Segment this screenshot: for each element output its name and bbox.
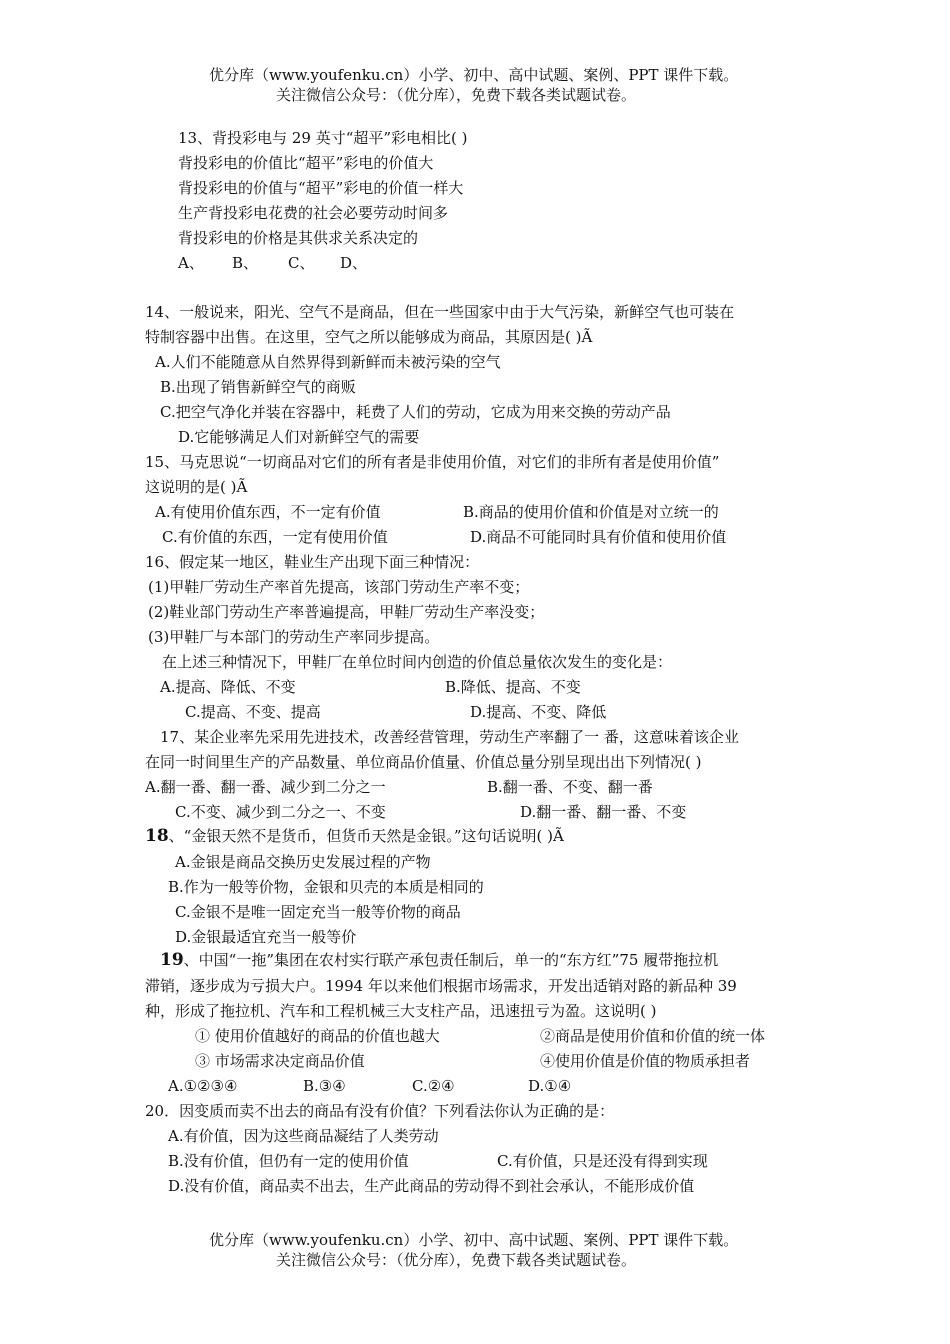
q20-stem: 20．因变质而卖不出去的商品有没有价值？下列看法你认为正确的是：: [145, 1102, 615, 1120]
q16-situation-1: (1)甲鞋厂劳动生产率首先提高，该部门劳动生产率不变；: [148, 578, 530, 596]
q19-option-d: D.①④: [528, 1077, 572, 1095]
header-line-2: 关注微信公众号：（优分库），免费下载各类试题试卷。: [276, 86, 637, 104]
q16-stem: 16、假定某一地区，鞋业生产出现下面三种情况：: [145, 553, 480, 571]
q20-option-d: D.没有价值，商品卖不出去，生产此商品的劳动得不到社会承认，不能形成价值: [168, 1177, 695, 1195]
q15-option-d: D.商品不可能同时具有价值和使用价值: [470, 528, 727, 546]
q16-situation-2: (2)鞋业部门劳动生产率普遍提高，甲鞋厂劳动生产率没变；: [148, 603, 545, 621]
q17-stem-1: 17、某企业率先采用先进技术，改善经营管理，劳动生产率翻了一 番，这意味着该企业: [160, 728, 739, 746]
q18-option-a: A.金银是商品交换历史发展过程的产物: [175, 853, 431, 871]
q18-stem-text: 、“金银天然不是货币，但货币天然是金银。”这句话说明( )Ã: [168, 827, 564, 845]
q13-item-4: 背投彩电的价格是其供求关系决定的: [178, 229, 419, 247]
q16-option-b: B.降低、提高、不变: [445, 678, 581, 696]
q13-choice-a: A、: [178, 254, 204, 272]
q15-option-b: B.商品的使用价值和价值是对立统一的: [463, 503, 719, 521]
q13-choice-b: B、: [232, 254, 259, 272]
q13-item-1: 背投彩电的价值比“超平”彩电的价值大: [178, 154, 434, 172]
q19-statement-1: ① 使用价值越好的商品的价值也越大: [195, 1027, 440, 1045]
q20-option-a: A.有价值，因为这些商品凝结了人类劳动: [168, 1127, 439, 1145]
q17-option-d: D.翻一番、翻一番、不变: [520, 803, 687, 821]
q16-situation-3: (3)甲鞋厂与本部门的劳动生产率同步提高。: [148, 628, 440, 646]
q19-stem-3: 种，形成了拖拉机、汽车和工程机械三大支柱产品，迅速扭亏为盈。这说明( ): [145, 1002, 657, 1020]
q18-stem: [145, 826, 564, 846]
q18-option-c: C.金银不是唯一固定充当一般等价物的商品: [175, 903, 461, 921]
q17-option-b: B.翻一番、不变、翻一番: [487, 778, 653, 796]
q13-choice-d: D、: [340, 254, 368, 272]
q13-stem: 13、背投彩电与 29 英寸“超平”彩电相比( ): [178, 129, 468, 147]
q17-stem-2: 在同一时间里生产的产品数量、单位商品价值量、价值总量分别呈现出出下列情况( ): [145, 753, 702, 771]
q18-number: 18: [145, 826, 169, 846]
q17-option-a: A.翻一番、翻一番、减少到二分之一: [145, 778, 386, 796]
q13-item-2: 背投彩电的价值与“超平”彩电的价值一样大: [178, 179, 464, 197]
q19-stem-2: 滞销，逐步成为亏损大户。1994 年以来他们根据市场需求，开发出适销对路的新品种 39: [145, 977, 737, 995]
q19-statement-2: ②商品是使用价值和价值的统一体: [540, 1027, 766, 1045]
q18-option-d: D.金银最适宜充当一般等价: [175, 928, 357, 946]
q14-option-a: A.人们不能随意从自然界得到新鲜而未被污染的空气: [155, 353, 501, 371]
q15-option-c: C.有价值的东西，一定有使用价值: [162, 528, 388, 546]
q16-question: 在上述三种情况下，甲鞋厂在单位时间内创造的价值总量依次发生的变化是：: [162, 653, 673, 671]
q19-option-a: A.①②③④: [168, 1077, 238, 1095]
q15-stem-2: 这说明的是( )Ã: [145, 478, 248, 496]
q19-statement-4: ④使用价值是价值的物质承担者: [540, 1052, 751, 1070]
q15-option-a: A.有使用价值东西，不一定有价值: [155, 503, 381, 521]
q14-stem-1: 14、一般说来，阳光、空气不是商品，但在一些国家中由于大气污染，新鲜空气也可装在: [145, 303, 735, 321]
q19-statement-3: ③ 市场需求决定商品价值: [195, 1052, 365, 1070]
q17-option-c: C.不变、减少到二分之一、不变: [175, 803, 386, 821]
q16-option-c: C.提高、不变、提高: [185, 703, 321, 721]
q20-option-c: C.有价值，只是还没有得到实现: [497, 1152, 708, 1170]
q13-choice-c: C、: [288, 254, 315, 272]
header-line-1: 优分库（www.youfenku.cn）小学、初中、高中试题、案例、PPT 课件下载。: [209, 66, 739, 84]
q20-option-b: B.没有价值，但仍有一定的使用价值: [168, 1152, 409, 1170]
q19-number: 19: [160, 950, 184, 970]
q14-option-c: C.把空气净化并装在容器中，耗费了人们的劳动，它成为用来交换的劳动产品: [160, 403, 671, 421]
q14-option-d: D.它能够满足人们对新鲜空气的需要: [178, 428, 420, 446]
footer-line-1: 优分库（www.youfenku.cn）小学、初中、高中试题、案例、PPT 课件下载。: [209, 1231, 739, 1249]
q19-option-b: B.③④: [303, 1077, 346, 1095]
q16-option-a: A.提高、降低、不变: [160, 678, 296, 696]
q19-stem-1-text: 、中国“一拖”集团在农村实行联产承包责任制后，单一的“东方红”75 履带拖拉机: [183, 951, 719, 969]
q14-option-b: B.出现了销售新鲜空气的商贩: [160, 378, 356, 396]
q19-stem-1: [160, 950, 718, 970]
footer-line-2: 关注微信公众号：（优分库），免费下载各类试题试卷。: [276, 1251, 637, 1269]
q18-option-b: B.作为一般等价物，金银和贝壳的本质是相同的: [168, 878, 484, 896]
q16-option-d: D.提高、不变、降低: [470, 703, 607, 721]
q14-stem-2: 特制容器中出售。在这里，空气之所以能够成为商品，其原因是( )Ã: [145, 328, 593, 346]
q13-item-3: 生产背投彩电花费的社会必要劳动时间多: [178, 204, 449, 222]
q19-option-c: C.②④: [412, 1077, 455, 1095]
q15-stem-1: 15、马克思说“一切商品对它们的所有者是非使用价值，对它们的非所有者是使用价值”: [145, 453, 720, 471]
